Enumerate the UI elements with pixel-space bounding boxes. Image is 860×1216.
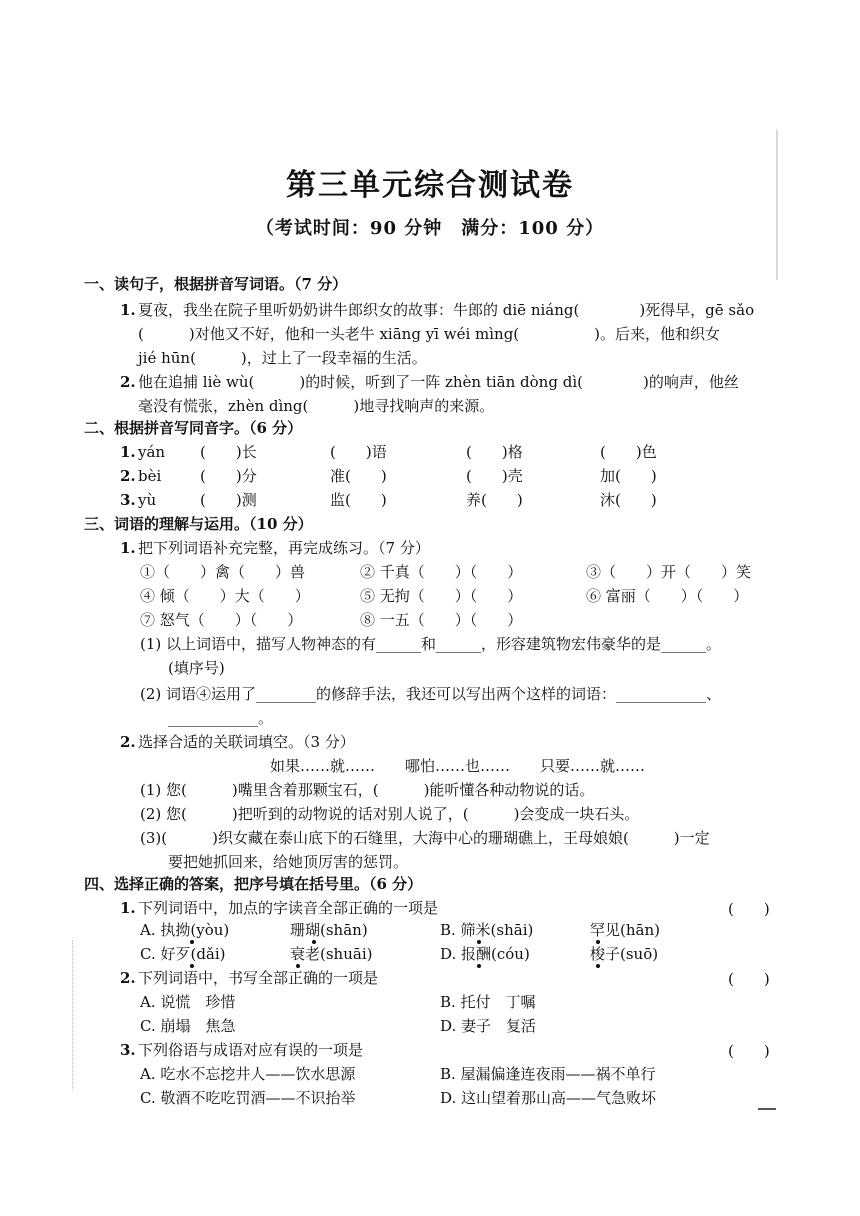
option-b-word2: 罕见(hān) — [590, 921, 660, 939]
page-title: 第三单元综合测试卷 — [286, 168, 574, 203]
option-b: B. 筛米(shāi) — [440, 921, 534, 939]
emphasis-dot — [596, 940, 600, 944]
s4-q3-stem: 下列俗语与成语对应有误的一项是 — [138, 1041, 364, 1059]
s1-q2-line1: 他在追捕 liè wù( )的时候，听到了一阵 zhèn tiān dòng dì( )的响声，他丝 — [138, 373, 739, 391]
section-2-heading: 二、根据拼音写同音字。（6 分） — [84, 419, 303, 437]
option-d: D. 妻子 复活 — [440, 1017, 537, 1035]
s1-q2-number: 2. — [120, 373, 136, 391]
option-d: D. 这山望着那山高——气急败坏 — [440, 1089, 657, 1107]
s4-q2-stem: 下列词语中，书写全部正确的一项是 — [138, 969, 379, 987]
idiom-item: ② 千真（ ）（ ） — [360, 563, 523, 581]
idiom-item: ⑥ 富丽（ ）（ ） — [586, 587, 749, 605]
emphasis-dot — [477, 940, 481, 944]
option-a-word2: 珊瑚(shān) — [290, 921, 368, 939]
answer-paren: ( ) — [728, 1042, 770, 1060]
blank-cell: ( )语 — [330, 443, 387, 461]
s4-q1-number: 1. — [120, 899, 136, 917]
pinyin: bèi — [138, 467, 162, 485]
s3-q2-text: 选择合适的关联词填空。（3 分） — [138, 733, 355, 751]
scan-edge-shadow — [776, 130, 778, 280]
s1-q1-line3: jié hūn( )，过上了一段幸福的生活。 — [138, 349, 427, 367]
s3-fill-3-line1: (3)( )织女藏在泰山底下的石缝里，大海中心的珊瑚礁上，王母娘娘( )一定 — [140, 829, 710, 847]
option-a: A. 说慌 珍惜 — [140, 993, 236, 1011]
s1-q1-number: 1. — [120, 301, 136, 319]
blank-cell: ( )测 — [200, 491, 257, 509]
emphasis-dot — [190, 940, 194, 944]
exam-info: （考试时间：90 分钟 满分：100 分） — [255, 218, 605, 239]
option-b: B. 托付 丁嘱 — [440, 993, 536, 1011]
s3-fill-2: (2) 您( )把听到的动物说的话对别人说了，( )会变成一块石头。 — [140, 805, 640, 823]
blank-cell: 监( ) — [330, 491, 387, 509]
s3-fill-1: (1) 您( )嘴里含着那颗宝石，( )能听懂各种动物说的话。 — [140, 781, 595, 799]
emphasis-dot — [477, 964, 481, 968]
s4-q2-number: 2. — [120, 969, 136, 987]
blank-cell: ( )分 — [200, 467, 257, 485]
option-c: C. 敬酒不吃吃罚酒——不识抬举 — [140, 1089, 356, 1107]
blank-cell: ( )壳 — [466, 467, 523, 485]
section-3-heading: 三、词语的理解与运用。（10 分） — [84, 515, 313, 533]
section-4-heading: 四、选择正确的答案，把序号填在括号里。（6 分） — [84, 875, 423, 893]
s3-sub2-line1: (2) 词语④运用了________的修辞手法，我还可以写出两个这样的词语：____________、 — [140, 685, 722, 703]
idiom-item: ⑤ 无拘（ ）（ ） — [360, 587, 523, 605]
s3-sub1-line2: (填序号) — [168, 659, 225, 677]
blank-cell: ( )色 — [600, 443, 657, 461]
option-c: C. 好歹(dǎi) — [140, 945, 226, 963]
blank-cell: 准( ) — [330, 467, 387, 485]
s4-q3-number: 3. — [120, 1041, 136, 1059]
s3-sub2-line2: ____________。 — [168, 709, 274, 727]
s3-q2-number: 2. — [120, 733, 136, 751]
idiom-item: ①（ ）禽（ ）兽 — [140, 563, 306, 581]
s1-q2-line2: 毫没有慌张，zhèn dìng( )地寻找响声的来源。 — [138, 397, 495, 415]
idiom-item: ④ 倾（ ）大（ ） — [140, 587, 310, 605]
option-d: D. 报酬(cóu) — [440, 945, 530, 963]
s3-q1-text: 把下列词语补充完整，再完成练习。（7 分） — [138, 539, 430, 557]
idiom-item: ③（ ）开（ ）笑 — [586, 563, 752, 581]
option-c-word2: 衰老(shuāi) — [290, 945, 373, 963]
answer-paren: ( ) — [728, 900, 770, 918]
blank-cell: ( )格 — [466, 443, 523, 461]
idiom-item: ⑧ 一五（ ）（ ） — [360, 611, 523, 629]
idiom-item: ⑦ 怒气（ ）（ ） — [140, 611, 303, 629]
row-number: 3. — [120, 491, 136, 509]
pinyin: yán — [138, 443, 166, 461]
option-b: B. 屋漏偏逢连夜雨——祸不单行 — [440, 1065, 656, 1083]
row-number: 2. — [120, 467, 136, 485]
s4-q1-stem: 下列词语中，加点的字读音全部正确的一项是 — [138, 899, 439, 917]
emphasis-dot — [312, 940, 316, 944]
option-a: A. 执拗(yòu) — [140, 921, 230, 939]
pinyin: yù — [138, 491, 157, 509]
blank-cell: 沐( ) — [600, 491, 657, 509]
answer-paren: ( ) — [728, 970, 770, 988]
blank-cell: 加( ) — [600, 467, 657, 485]
blank-cell: ( )长 — [200, 443, 257, 461]
corner-mark — [758, 1108, 776, 1110]
option-d-word2: 梭子(suō) — [590, 945, 659, 963]
option-a: A. 吃水不忘挖井人——饮水思源 — [140, 1065, 356, 1083]
s3-q1-number: 1. — [120, 539, 136, 557]
option-c: C. 崩塌 焦急 — [140, 1017, 236, 1035]
conjunction-options: 如果……就…… 哪怕……也…… 只要……就…… — [270, 757, 646, 775]
emphasis-dot — [596, 964, 600, 968]
s3-sub1-line1: (1) 以上词语中，描写人物神态的有______和______，形容建筑物宏伟豪华的是______。 — [140, 635, 722, 653]
s3-fill-3-line2: 要把她抓回来，给她顶厉害的惩罚。 — [168, 853, 409, 871]
s1-q1-line2: ( )对他又不好，他和一头老牛 xiāng yī wéi mìng( )。后来，他和织女 — [138, 325, 721, 343]
blank-cell: 养( ) — [466, 491, 523, 509]
section-1-heading: 一、读句子，根据拼音写词语。（7 分） — [84, 275, 348, 293]
row-number: 1. — [120, 443, 136, 461]
s1-q1-line1: 夏夜，我坐在院子里听奶奶讲牛郎织女的故事：牛郎的 diē niáng( )死得早，gē sǎo — [138, 301, 755, 319]
binding-dotted-line — [72, 940, 73, 1090]
